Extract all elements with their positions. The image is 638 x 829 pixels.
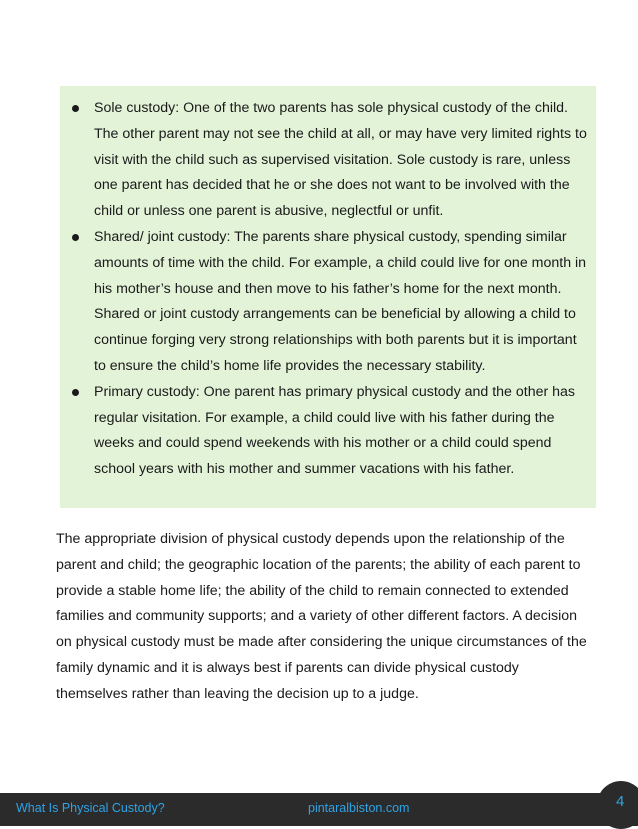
bullet-text: Shared/ joint custody: The parents share physical custody, spending similar amounts of time with the child. For example, a child could live for one month in his mother’s house and then move to his father’s home for the next month. Shared or joint custody arrangements can be beneficial by allowing a child to continue forging very strong relationships with both parents but it is important to ensure the child’s home life provides the necessary stability. (94, 228, 587, 374)
body-paragraph: The appropriate division of physical custody depends upon the relationship of the parent and child; the geographic location of the parents; the ability of each parent to provide a stable home life; the ability of the child to remain connected to extended families and community supports; and a variety of other different factors. A decision on physical custody must be made after considering the unique circumstances of the family dynamic and it is always best if parents can divide physical custody themselves rather than leaving the decision up to a judge. (56, 531, 587, 702)
page-number-badge (597, 781, 638, 829)
bullet-icon (72, 389, 79, 396)
bullet-text: Primary custody: One parent has primary physical custody and the other has regular visitation. For example, a child could live with his father during the weeks and could spend weekends with his mother or a child could spend school years with his mother and summer vacations with his father. (94, 383, 576, 478)
bullet-icon (72, 105, 79, 112)
list-item (60, 225, 596, 380)
list-item (60, 380, 596, 483)
bullet-text: Sole custody: One of the two parents has sole physical custody of the child. The other parent may not see the child at all, or may have very limited rights to visit with the child such as supervised visitation. Sole custody is rare, unless one parent has decided that he or she does not want to be involved with the child or unless one parent is abusive, neglectful or unfit. (94, 100, 587, 220)
list-item (60, 96, 596, 225)
page-number: 4 (616, 793, 625, 810)
footer-bar (0, 793, 638, 826)
custody-types-list (60, 96, 596, 483)
bullet-icon (72, 234, 79, 241)
custody-types-box (60, 86, 596, 508)
footer-title: What Is Physical Custody? (16, 801, 165, 815)
footer-website-link[interactable]: pintaralbiston.com (308, 801, 410, 815)
